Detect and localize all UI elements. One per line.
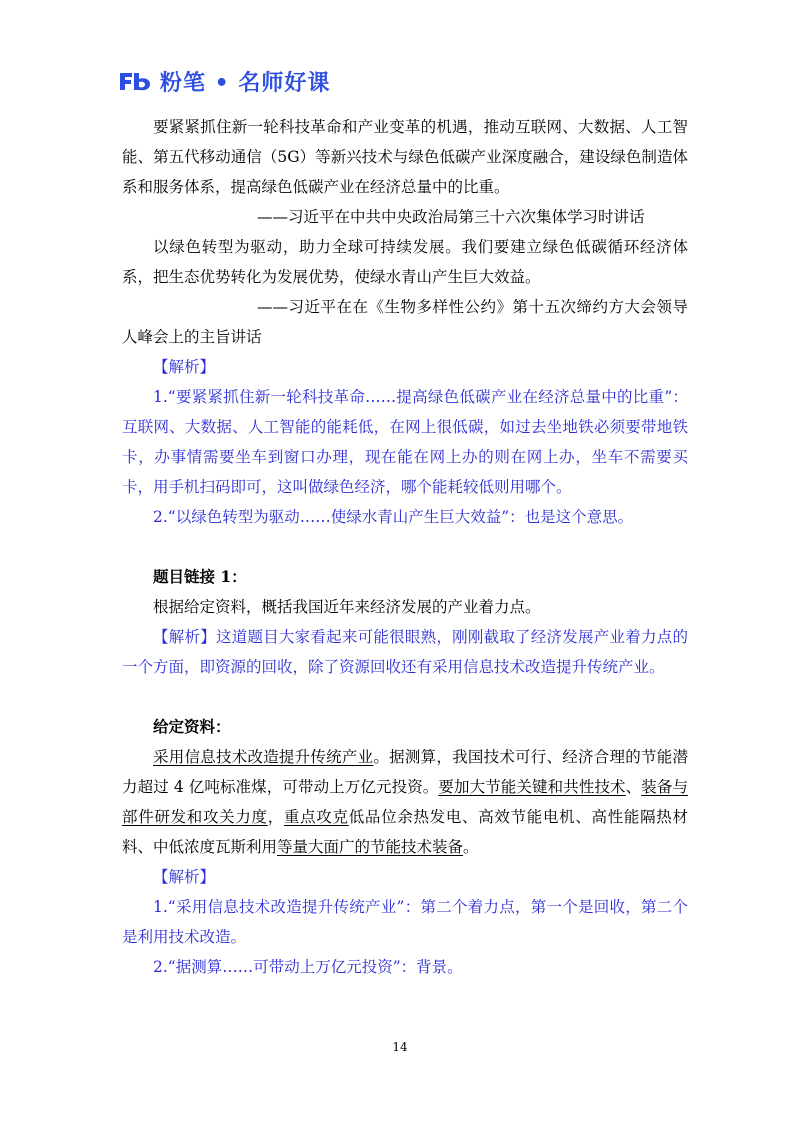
- brand-logo: [118, 66, 330, 96]
- fenbi-logo-icon: [118, 69, 154, 93]
- material-title: 给定资料：: [153, 717, 231, 736]
- material-text: [122, 742, 688, 862]
- analysis2-item-1: 1.“采用信息技术改造提升传统产业”：第二个着力点，第一个是回收，第二个是利用技术改造。: [122, 898, 688, 946]
- analysis1-item-2: 2.“以绿色转型为驱动……使绿水青山产生巨大效益”：也是这个意思。: [153, 508, 634, 526]
- quote1-source: ——习近平在中共中央政治局第三十六次集体学习时讲话: [257, 208, 645, 226]
- material-seg: 装备与部件研发和攻关力度: [122, 778, 688, 826]
- analysis2-item-2: 2.“据测算……可带动上万亿元投资”：背景。: [153, 958, 463, 976]
- link1-analysis-label: 【解析】: [153, 628, 216, 646]
- material-seg: 。: [463, 838, 479, 856]
- material-seg: 、: [625, 778, 642, 796]
- material-seg: 重点攻克: [283, 808, 349, 826]
- material-seg: 采用信息技术改造提升传统产业: [153, 748, 374, 766]
- page-content: [122, 112, 688, 982]
- page-number: 14: [392, 1040, 408, 1054]
- quote2-source: ——习近平在在《生物多样性公约》第十五次缔约方大会领导人峰会上的主旨讲话: [122, 298, 688, 346]
- logo-text: 粉笔 • 名师好课: [160, 70, 331, 96]
- link1-question: 根据给定资料，概括我国近年来经济发展的产业着力点。: [153, 598, 541, 616]
- link1-analysis: [122, 622, 688, 682]
- material-seg: 低品位余热发电、高效节能电机、高性能隔热材料、中低浓度瓦斯利用: [122, 808, 688, 856]
- material-seg: 等量大面广的节能技术装备: [277, 838, 464, 856]
- quote1-text: 要紧紧抓住新一轮科技革命和产业变革的机遇，推动互联网、大数据、人工智能、第五代移动通信（5G）等新兴技术与绿色低碳产业深度融合，建设绿色制造体系和服务体系，提高绿色低碳产业在经济总量中的比重。: [122, 118, 688, 196]
- quote2-text: 以绿色转型为驱动，助力全球可持续发展。我们要建立绿色低碳循环经济体系，把生态优势转化为发展优势，使绿水青山产生巨大效益。: [122, 238, 688, 286]
- material-seg: ，: [267, 808, 284, 826]
- analysis2-label: 【解析】: [153, 868, 216, 886]
- link1-analysis-text: 这道题目大家看起来可能很眼熟，刚刚截取了经济发展产业着力点的一个方面，即资源的回收，除了资源回收还有采用信息技术改造提升传统产业。: [122, 628, 688, 676]
- analysis1-label: 【解析】: [153, 358, 216, 376]
- material-seg: 。据测算，我国技术可行、经济合理的节能潜力超过 4 亿吨标准煤，可带动上万亿元投资。: [122, 748, 688, 796]
- analysis1-item-1: 1.“要紧紧抓住新一轮科技革命……提高绿色低碳产业在经济总量中的比重”：互联网、大数据、人工智能的能耗低，在网上很低碳，如过去坐地铁必须要带地铁卡，办事情需要坐车到窗口办理，现在能在网上办的则在网上办，坐车不需要买卡，用手机扫码即可，这叫做绿色经济，哪个能耗较低则用哪个。: [122, 388, 688, 496]
- link1-title: 题目链接 1：: [153, 567, 247, 586]
- material-seg: 要加大节能关键和共性技术: [438, 778, 626, 796]
